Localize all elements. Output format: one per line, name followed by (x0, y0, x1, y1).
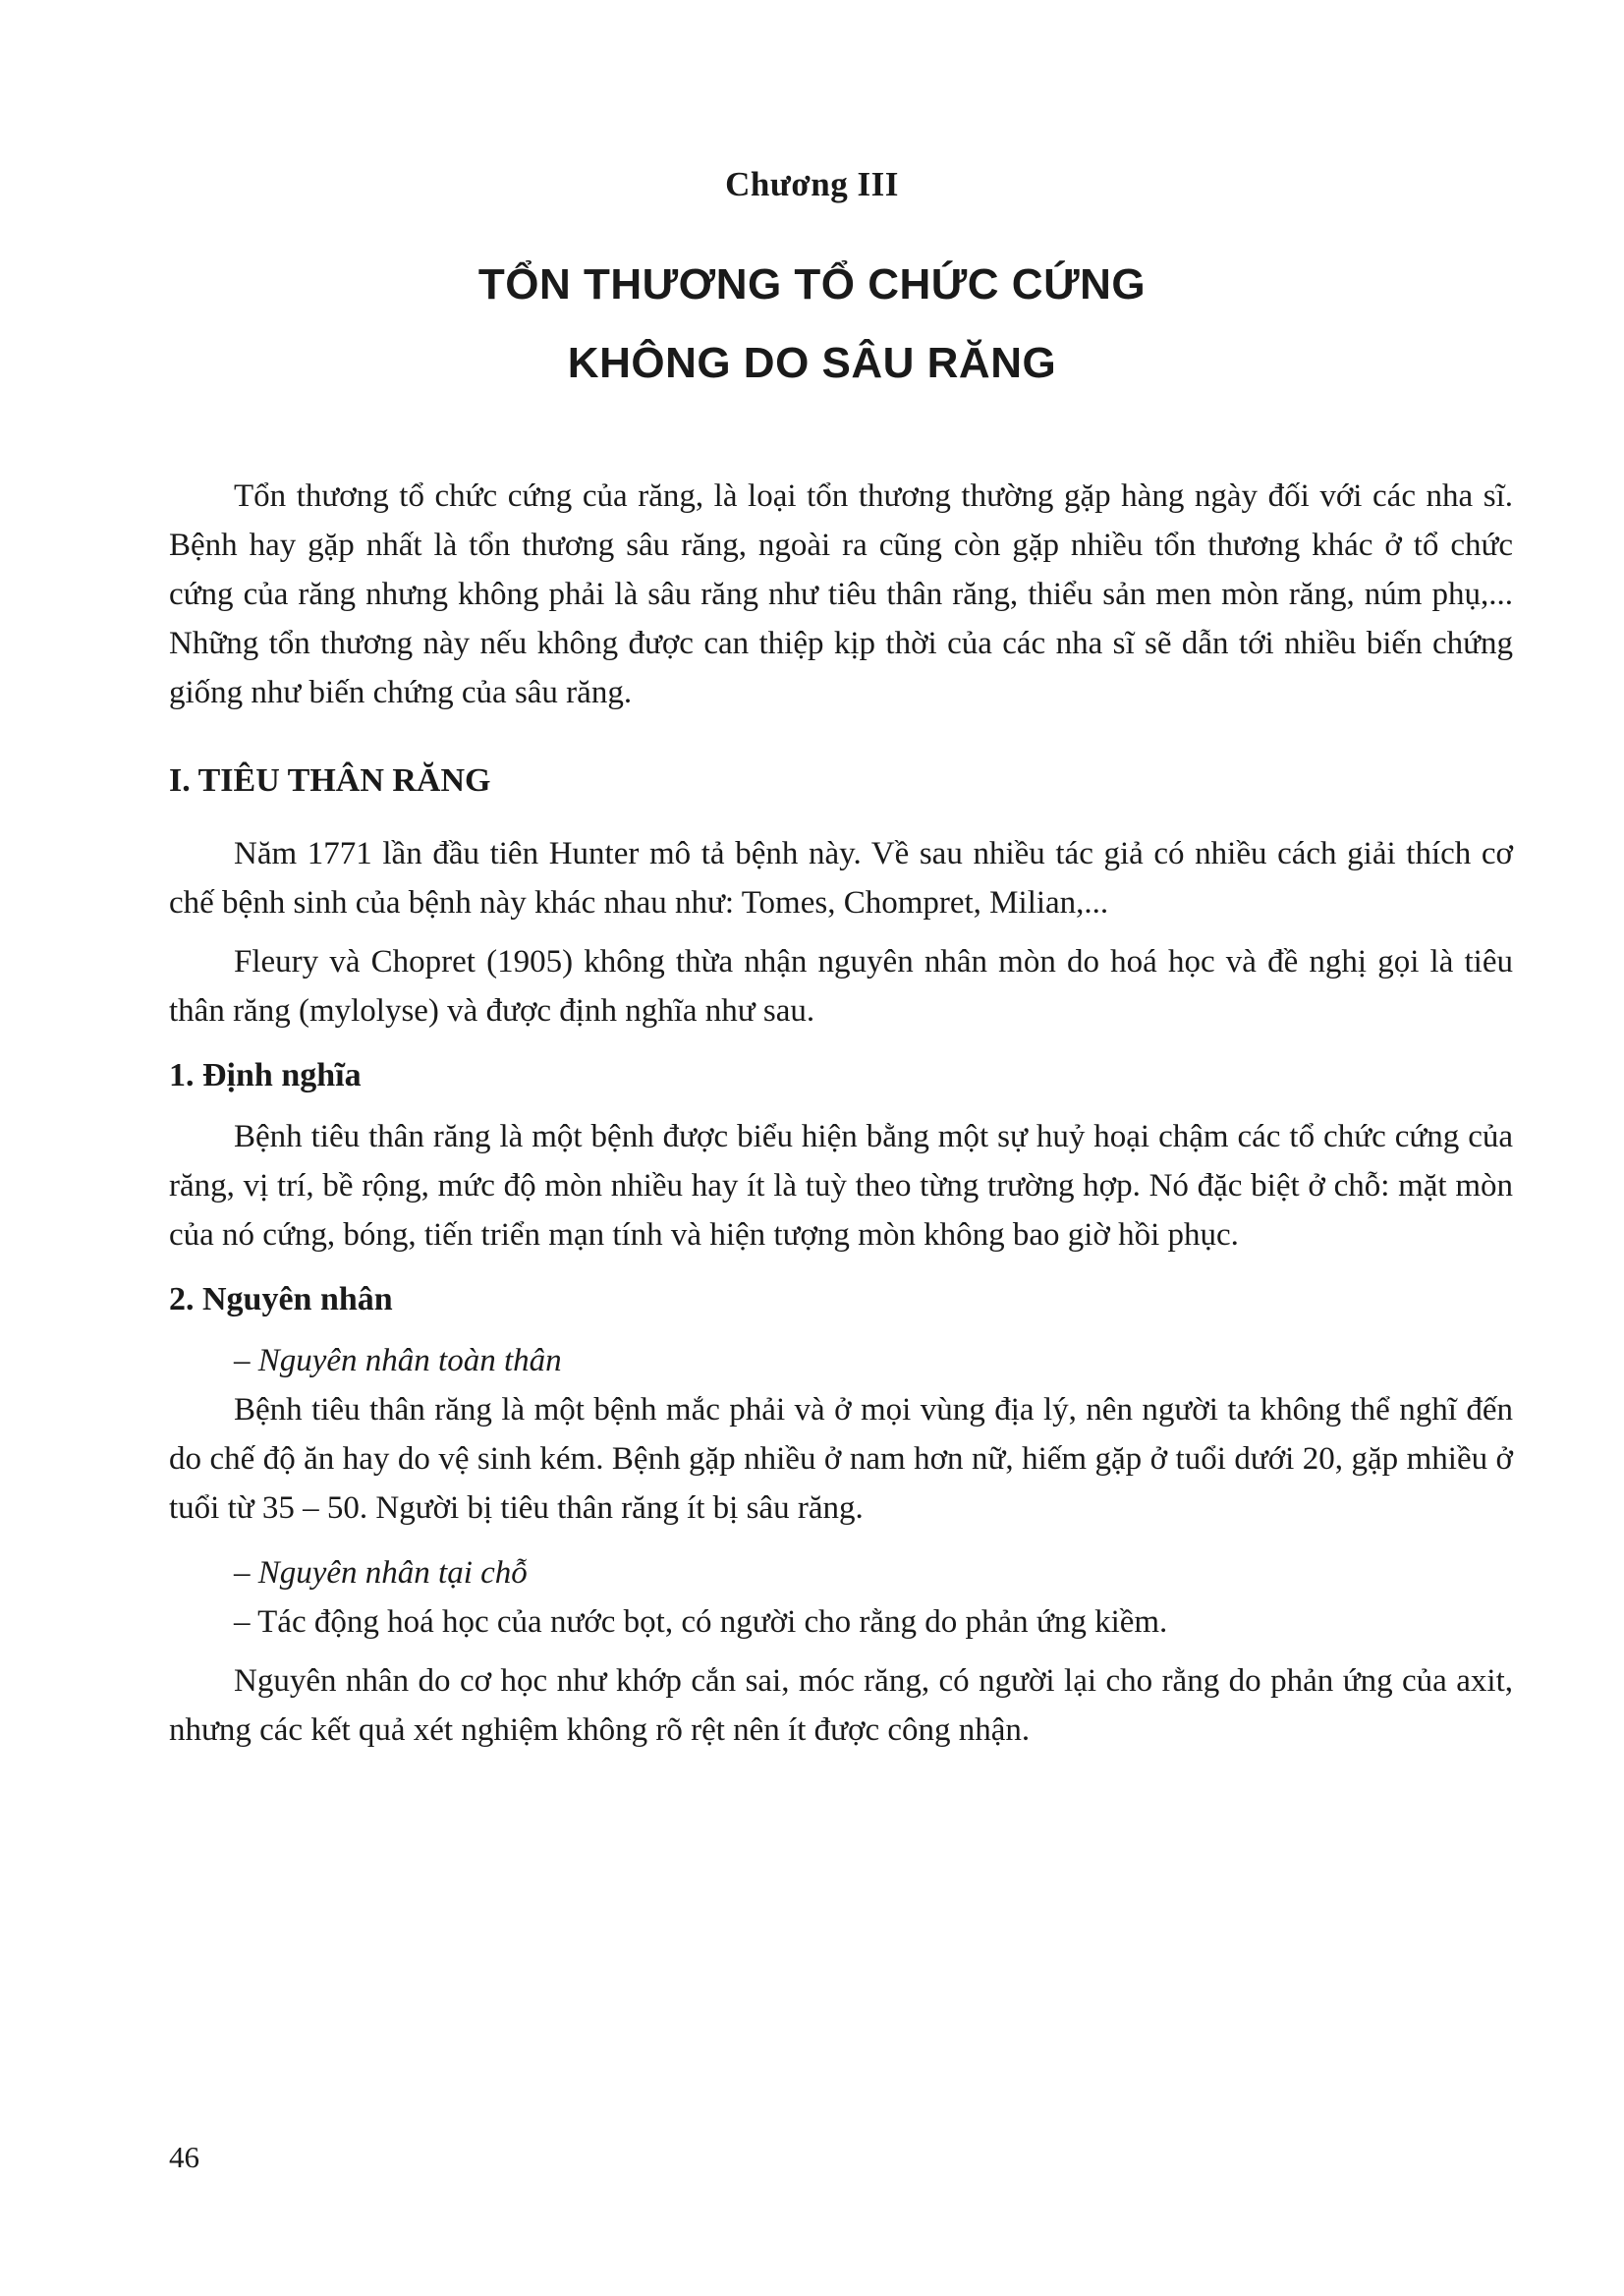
systemic-cause-label: – Nguyên nhân toàn thân (234, 1343, 562, 1378)
mechanical-cause-paragraph: Nguyên nhân do cơ học như khớp cắn sai, móc răng, có người lại cho rằng do phản ứng của axit, nhưng các kết quả xét nghiệm không rõ rệt nên ít được công nhận. (169, 1663, 1513, 1748)
definition-paragraph: Bệnh tiêu thân răng là một bệnh được biểu hiện bằng một sự huỷ hoại chậm các tổ chức cứng của răng, vị trí, bề rộng, mức độ mòn nhiều hay ít là tuỳ theo từng trường hợp. Nó đặc biệt ở chỗ: mặt mòn của nó cứng, bóng, tiến triển mạn tính và hiện tượng mòn không bao giờ hồi phục. (169, 1119, 1513, 1253)
history-paragraph: Năm 1771 lần đầu tiên Hunter mô tả bệnh này. Về sau nhiều tác giả có nhiều cách giải thích cơ chế bệnh sinh của bệnh này khác nhau như: Tomes, Chompret, Milian,... (169, 836, 1513, 921)
body-text (169, 472, 1513, 1755)
chapter-title (0, 246, 1624, 403)
chapter-title-line-1: TỔN THƯƠNG TỔ CHỨC CỨNG (477, 260, 1147, 308)
fleury-paragraph: Fleury và Chopret (1905) không thừa nhận nguyên nhân mòn do hoá học và đề nghị gọi là tiêu thân răng (mylolyse) và được định nghĩa như sau. (169, 944, 1513, 1029)
chapter-title-line-2: KHÔNG DO SÂU RĂNG (567, 339, 1057, 387)
subheading-definition: 1. Định nghĩa (169, 1057, 362, 1093)
chapter-label: Chương III (725, 165, 899, 203)
intro-paragraph: Tổn thương tổ chức cứng của răng, là loại tổn thương thường gặp hàng ngày đối với các nha sĩ. Bệnh hay gặp nhất là tổn thương sâu răng, ngoài ra cũng còn gặp nhiều tổn thương khác ở tổ chức cứng của răng nhưng không phải là sâu răng như tiêu thân răng, thiểu sản men mòn răng, núm phụ,... Những tổn thương này nếu không được can thiệp kịp thời của các nha sĩ sẽ dẫn tới nhiều biến chứng giống như biến chứng của sâu răng. (169, 478, 1513, 710)
systemic-cause-paragraph: Bệnh tiêu thân răng là một bệnh mắc phải và ở mọi vùng địa lý, nên người ta không thể nghĩ đến do chế độ ăn hay do vệ sinh kém. Bệnh gặp nhiều ở nam hơn nữ, hiếm gặp ở tuổi dưới 20, gặp mhiều ở tuổi từ 35 – 50. Người bị tiêu thân răng ít bị sâu răng. (169, 1392, 1513, 1526)
section-heading-tieu-than-rang: I. TIÊU THÂN RĂNG (169, 762, 491, 799)
local-cause-item: – Tác động hoá học của nước bọt, có người cho rằng do phản ứng kiềm. (234, 1604, 1168, 1640)
subheading-cause: 2. Nguyên nhân (169, 1281, 393, 1317)
page-number: 46 (169, 2140, 199, 2174)
local-cause-label: – Nguyên nhân tại chỗ (234, 1555, 528, 1591)
